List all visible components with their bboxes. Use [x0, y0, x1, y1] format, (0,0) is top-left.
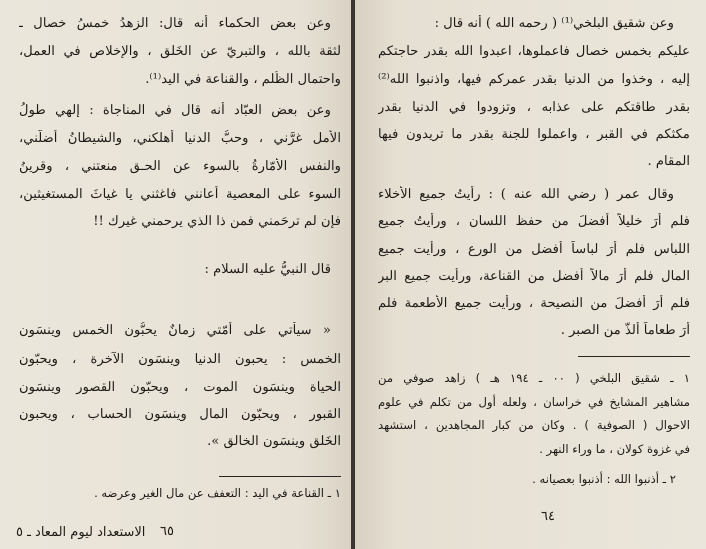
page-number: ٦٤	[541, 509, 555, 524]
page-number: ٦٥	[160, 524, 174, 539]
text-line: فإن لم ترحَمني فمن ذا الذي يرحمني غيرك !!	[93, 214, 341, 229]
text-line: « سيأتي على أمّتي زمانٌ يحبُّون الخمس وينسَون	[19, 323, 331, 338]
footnote-divider	[578, 356, 690, 357]
text-line: إليه ، وخذوا من الدنيا بقدر عمركم فيها، واذنبوا الله⁽²⁾	[378, 72, 690, 87]
text-line: المقام .	[647, 154, 690, 169]
text-line: بقدر طاقتكم على عذابه ، وتزودوا في الدنيا بقدر	[378, 100, 690, 115]
footnote-divider	[219, 476, 341, 477]
text-line: وعن بعض الحكماء أنه قال: الزهدُ خمسُ خصال ـ	[19, 16, 331, 31]
text-line: مكثكم في القبر ، واعملوا للجنة بقدر ما تريدون فيها	[378, 127, 690, 142]
text-line: والنفس الأمّارةُ بالسوء عن الحـق منعتني ، وقرينُ	[19, 159, 341, 174]
footnote-line: في غزوة كولان ، ما وراء النهر .	[539, 442, 690, 456]
text-line: قال النبيُّ عليه السلام :	[204, 262, 331, 277]
text-line: وقال عمر ( رضي الله عنه ) : رأيتُ جميع الأخلاء	[378, 187, 674, 202]
text-line: فلم أرَ أفضلَ من النصيحة ، ورأيت جميع الأطعمة فلم	[378, 296, 690, 311]
footnote: ١ ـ القناعة في اليد : التعفف عن مال الغير وعرضه .	[94, 486, 341, 500]
text-line: الخمس : يحبون الدنيا وينسَون الآخرة ، ويحبّون	[19, 352, 341, 367]
footnote-line: الاحوال ( الصوفية ) . وكان من كبار المجاهدين ، استشهد	[378, 418, 690, 432]
text-line: لثقة بالله ، والتبريّ عن الخَلق ، والإخلاص في العمل،	[19, 44, 341, 59]
text-line: الأمل غرَّني ، وحبُّ الدنيا أهلكني، والشيطانُ أضلّني،	[19, 131, 341, 146]
right-page	[355, 0, 706, 549]
footnote-line: ١ ـ شقيق البلخي ( ٠٠ ـ ١٩٤ هـ ) زاهد صوفي من	[378, 371, 690, 385]
footnote-line: مشاهير المشايخ في خراسان ، ولعله أول من تكلم في علوم	[378, 395, 690, 409]
text-line: وعن بعض العبّاد أنه قال في المناجاة : إلهي طولُ	[19, 103, 331, 118]
text-line: اللباس فلم أرَ لباساً أفضل من الورع ، ورأيت جميع	[378, 242, 690, 257]
text-line: القبور ، ويحبّون المال وينسَون الحساب ، ويحبون	[19, 407, 341, 422]
text-line: المال فلم أرَ مالاً أفضل من القناعة، ورأيت جميع البر	[378, 269, 690, 284]
running-footer: الاستعداد ليوم المعاد ـ ٥	[16, 525, 146, 540]
text-line: فلم أرَ خليلاً أفضلَ من حفظ اللسان ، ورأيتُ جميع	[378, 214, 690, 229]
text-line: أرَ طعاماً ألذَّ من الصبر .	[560, 323, 690, 338]
text-line: الحياة وينسَون الموت ، ويحبّون القصور وينسَون	[19, 380, 341, 395]
text-line: السوء على المعصية أعانني فاغثني يا غياثَ المستغيثين،	[19, 187, 341, 202]
text-line: عليكم بخمس خصال فاعملوها، اعبدوا الله بقدر حاجتكم	[378, 44, 690, 59]
text-line: الخَلق وينسَون الخالق ».	[207, 434, 341, 449]
footnote-line: ٢ ـ أذنبوا الله : أذنبوا بعصيانه .	[532, 472, 676, 486]
text-line: وعن شقيق البلخي⁽¹⁾ ( رحمه الله ) أنه قال :	[434, 16, 674, 31]
text-line: واحتمال الظُلم ، والقناعة في اليد⁽¹⁾.	[145, 72, 341, 87]
